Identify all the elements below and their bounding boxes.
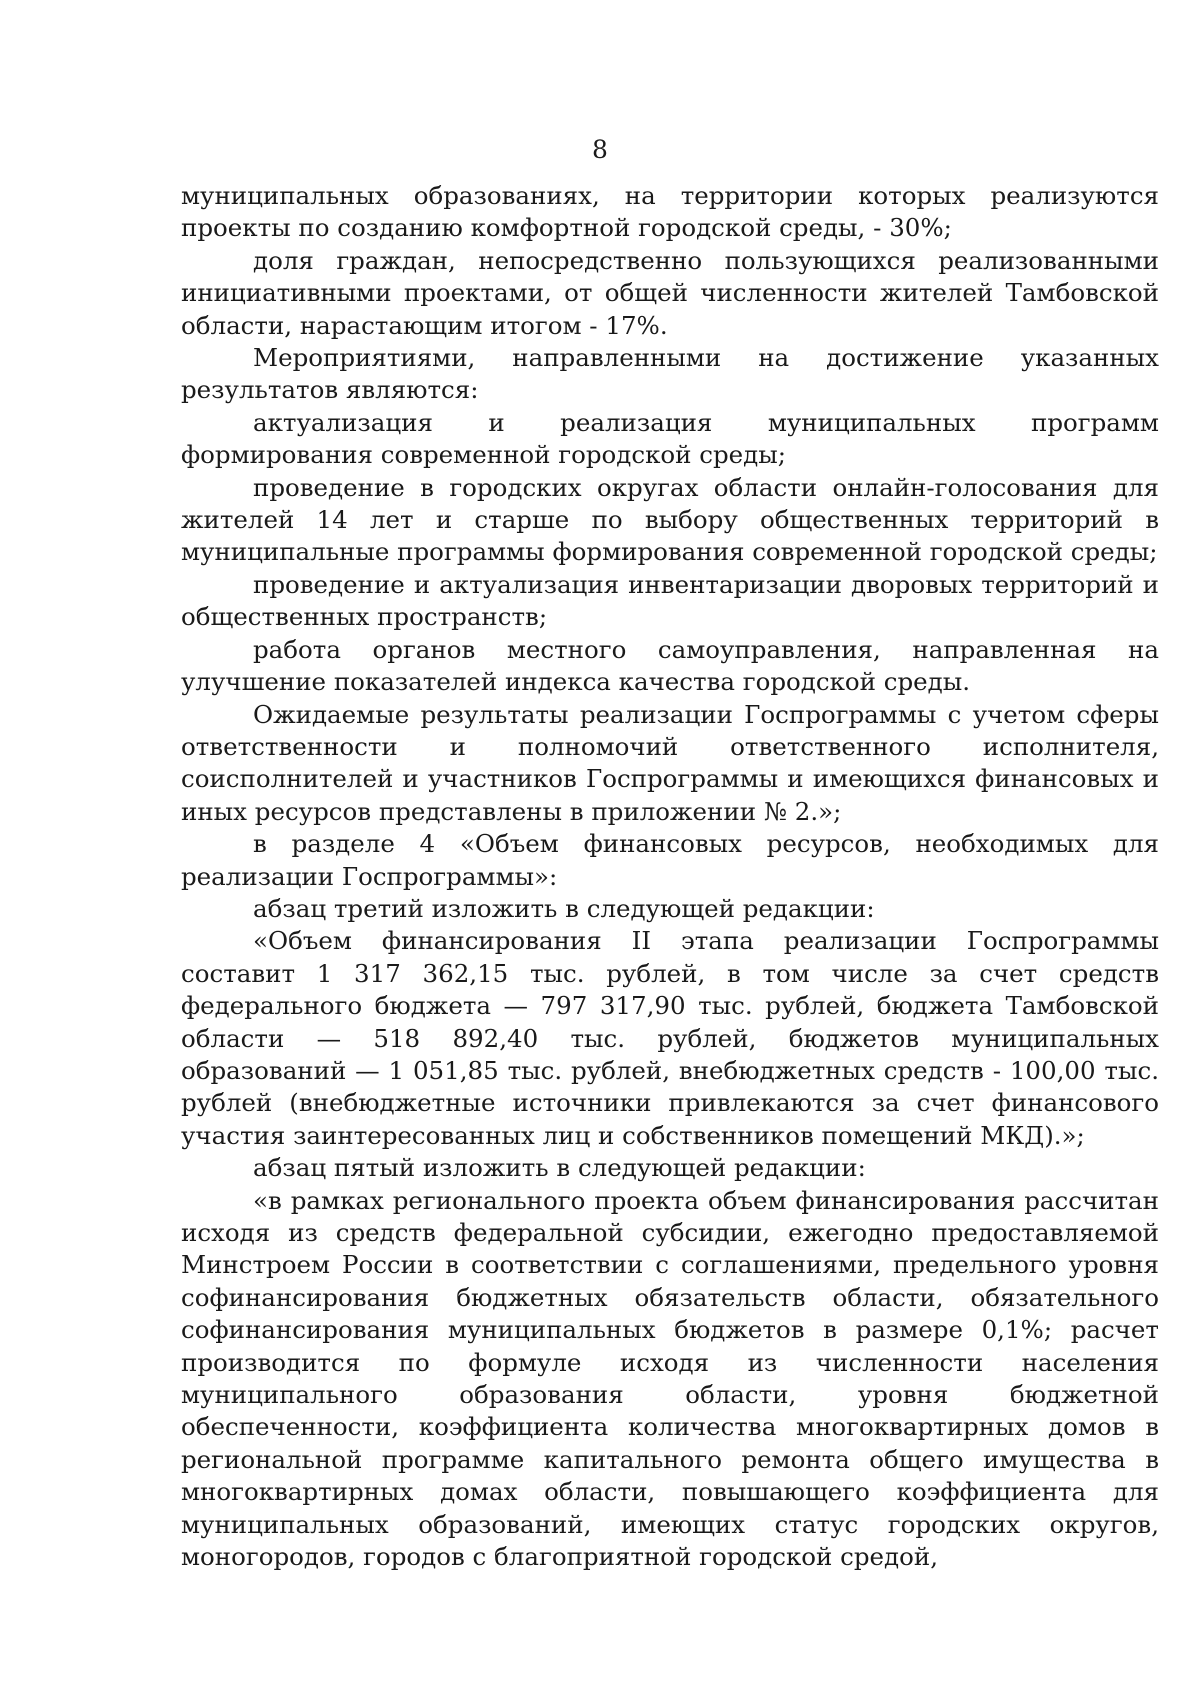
paragraph: доля граждан, непосредственно пользующихся реализованными инициативными проектами, от общей численности жителей Тамбовской области, нарастающим итогом - 17%. xyxy=(181,245,1159,340)
paragraph: Ожидаемые результаты реализации Госпрограммы с учетом сферы ответственности и полномочий ответственного исполнителя, соисполнителей и участников Госпрограммы и имеющихся финансовых и иных ресурсов представлены в приложении № 2.»; xyxy=(181,699,1159,826)
paragraph: муниципальных образованиях, на территории которых реализуются проекты по созданию комфортной городской среды, - 30%; xyxy=(181,181,1159,243)
paragraph: работа органов местного самоуправления, направленная на улучшение показателей индекса качества городской среды. xyxy=(181,634,1159,697)
paragraph: «Объем финансирования II этапа реализации Госпрограммы составит 1 317 362,15 тыс. рублей, в том числе за счет средств федерального бюджета — 797 317,90 тыс. рублей, бюджета Тамбовской области — 518 892,40 тыс. рублей, бюджетов муниципальных образований — 1 051,85 тыс. рублей, внебюджетных средств - 100,00 тыс. рублей (внебюджетные источники привлекаются за счет финансового участия заинтересованных лиц и собственников помещений МКД).»; xyxy=(181,926,1159,1150)
paragraph: «в рамках регионального проекта объем финансирования рассчитан исходя из средств федеральной субсидии, ежегодно предоставляемой Минстроем России в соответствии с соглашениями, предельного уровня софинансирования бюджетных обязательств области, обязательного софинансирования муниципальных бюджетов в размере 0,1%; расчет производится по формуле исходя из численности населения муниципального образования области, уровня бюджетной обеспеченности, коэффициента количества многоквартирных домов в региональной программе капитального ремонта общего имущества в многоквартирных домах области, повышающего коэффициента для муниципальных образований, имеющих статус городских округов, моногородов, городов с благоприятной городской средой, xyxy=(181,1185,1159,1572)
paragraph: актуализация и реализация муниципальных программ формирования современной городской среды; xyxy=(181,407,1159,470)
paragraph: проведение в городских округах области онлайн-голосования для жителей 14 лет и старше по выбору общественных территорий в муниципальные программы формирования современной городской среды; xyxy=(181,472,1159,567)
paragraph: абзац пятый изложить в следующей редакции: xyxy=(253,1153,866,1183)
page-number: 8 xyxy=(592,135,608,164)
paragraph: абзац третий изложить в следующей редакции: xyxy=(253,893,875,923)
paragraph: Мероприятиями, направленными на достижение указанных результатов являются: xyxy=(181,343,1159,405)
paragraph: проведение и актуализация инвентаризации дворовых территорий и общественных пространств; xyxy=(181,569,1159,632)
paragraph: в разделе 4 «Объем финансовых ресурсов, необходимых для реализации Госпрограммы»: xyxy=(181,829,1159,891)
document-body xyxy=(181,180,1159,1573)
